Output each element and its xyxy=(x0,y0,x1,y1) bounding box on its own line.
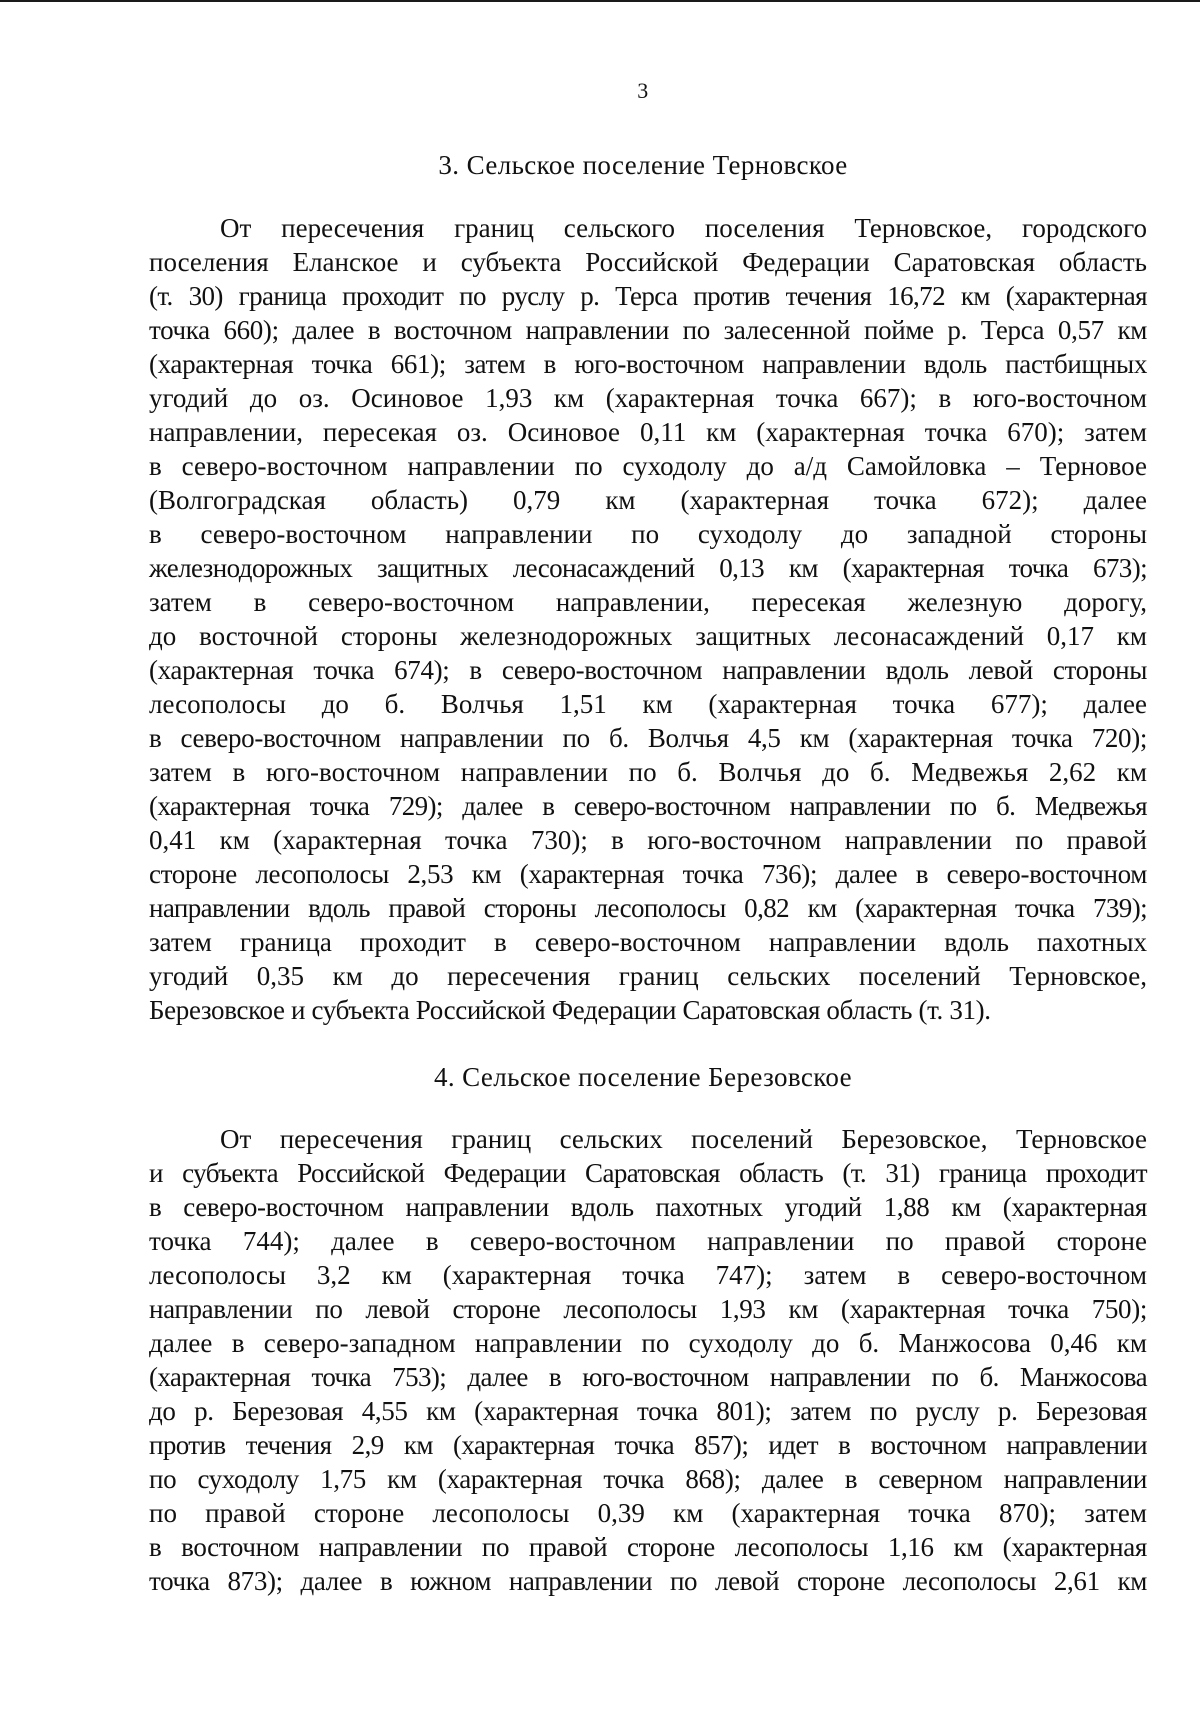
paragraph-line: затем в северо-восточном направлении, пересекая железную дорогу, xyxy=(149,587,1147,617)
paragraph-line: (характерная точка 729); далее в северо-восточном направлении по б. Медвежья xyxy=(149,791,1147,821)
paragraph-line: против течения 2,9 км (характерная точка 857); идет в восточном направлении xyxy=(149,1430,1147,1460)
paragraph-line: в северо-восточном направлении по суходолу до а/д Самойловка – Терновое xyxy=(149,451,1147,481)
paragraph-line: в восточном направлении по правой стороне лесополосы 1,16 км (характерная xyxy=(149,1532,1147,1562)
paragraph-line: лесополосы 3,2 км (характерная точка 747); затем в северо-восточном xyxy=(149,1260,1147,1290)
paragraph-line: затем граница проходит в северо-восточном направлении вдоль пахотных xyxy=(149,927,1147,957)
page-top-edge xyxy=(0,0,1200,2)
paragraph-line: направлении по левой стороне лесополосы 1,93 км (характерная точка 750); xyxy=(149,1294,1147,1324)
paragraph-line: угодий 0,35 км до пересечения границ сельских поселений Терновское, xyxy=(149,961,1147,991)
paragraph-line: (Волгоградская область) 0,79 км (характерная точка 672); далее xyxy=(149,485,1147,515)
paragraph-line: затем в юго-восточном направлении по б. Волчья до б. Медвежья 2,62 км xyxy=(149,757,1147,787)
section-heading-ternovskoe: 3. Сельское поселение Терновское xyxy=(438,150,848,180)
paragraph-line: в северо-восточном направлении по б. Волчья 4,5 км (характерная точка 720); xyxy=(149,723,1147,753)
paragraph-line: поселения Еланское и субъекта Российской Федерации Саратовская область xyxy=(149,247,1147,277)
paragraph-line: и субъекта Российской Федерации Саратовская область (т. 31) граница проходит xyxy=(149,1158,1147,1188)
paragraph-line: (характерная точка 753); далее в юго-восточном направлении по б. Манжосова xyxy=(149,1362,1147,1392)
paragraph-line: направлении вдоль правой стороны лесополосы 0,82 км (характерная точка 739); xyxy=(149,893,1147,923)
paragraph-line: до р. Березовая 4,55 км (характерная точка 801); затем по руслу р. Березовая xyxy=(149,1396,1147,1426)
paragraph-line: в северо-восточном направлении по суходолу до западной стороны xyxy=(149,519,1147,549)
paragraph-line: 0,41 км (характерная точка 730); в юго-восточном направлении по правой xyxy=(149,825,1147,855)
paragraph-line: (т. 30) граница проходит по руслу р. Терса против течения 16,72 км (характерная xyxy=(149,281,1147,311)
paragraph-line: стороне лесополосы 2,53 км (характерная точка 736); далее в северо-восточном xyxy=(149,859,1147,889)
paragraph-line: направлении, пересекая оз. Осиновое 0,11 км (характерная точка 670); затем xyxy=(149,417,1147,447)
section-paragraph-ternovskoe xyxy=(149,211,1147,1027)
paragraph-line: в северо-восточном направлении вдоль пахотных угодий 1,88 км (характерная xyxy=(149,1192,1147,1222)
paragraph-line: до восточной стороны железнодорожных защитных лесонасаждений 0,17 км xyxy=(149,621,1147,651)
paragraph-line: лесополосы до б. Волчья 1,51 км (характерная точка 677); далее xyxy=(149,689,1147,719)
paragraph-line: далее в северо-западном направлении по суходолу до б. Манжосова 0,46 км xyxy=(149,1328,1147,1358)
paragraph-line: (характерная точка 661); затем в юго-восточном направлении вдоль пастбищных xyxy=(149,349,1147,379)
paragraph-line: угодий до оз. Осиновое 1,93 км (характерная точка 667); в юго-восточном xyxy=(149,383,1147,413)
section-heading-berezovskoe: 4. Сельское поселение Березовское xyxy=(433,1062,853,1092)
paragraph-line: Березовское и субъекта Российской Федерации Саратовская область (т. 31). xyxy=(149,995,991,1025)
paragraph-line: по правой стороне лесополосы 0,39 км (характерная точка 870); затем xyxy=(149,1498,1147,1528)
paragraph-line: железнодорожных защитных лесонасаждений 0,13 км (характерная точка 673); xyxy=(149,553,1147,583)
paragraph-line: точка 873); далее в южном направлении по левой стороне лесополосы 2,61 км xyxy=(149,1566,1147,1596)
page-number: 3 xyxy=(637,78,649,103)
section-paragraph-berezovskoe xyxy=(149,1122,1147,1598)
paragraph-line: точка 744); далее в северо-восточном направлении по правой стороне xyxy=(149,1226,1147,1256)
paragraph-line: (характерная точка 674); в северо-восточном направлении вдоль левой стороны xyxy=(149,655,1147,685)
paragraph-line: От пересечения границ сельского поселения Терновское, городского xyxy=(220,213,1147,243)
paragraph-line: От пересечения границ сельских поселений Березовское, Терновское xyxy=(220,1124,1147,1154)
paragraph-line: точка 660); далее в восточном направлении по залесенной пойме р. Терса 0,57 км xyxy=(149,315,1147,345)
paragraph-line: по суходолу 1,75 км (характерная точка 868); далее в северном направлении xyxy=(149,1464,1147,1494)
